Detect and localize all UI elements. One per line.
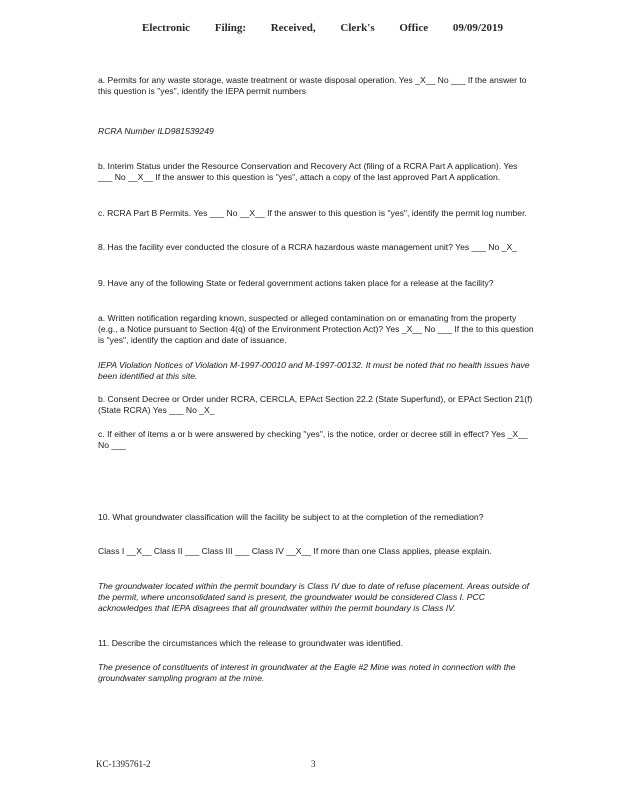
header-word: Filing: <box>214 22 246 34</box>
header-word: Clerk's <box>340 22 375 34</box>
iepa-violation-note: IEPA Violation Notices of Violation M-1997-00010 and M-1997-00132. It must be noted that no health issues have been identified at this site. <box>98 360 530 382</box>
item-9b-consent-decree: b. Consent Decree or Order under RCRA, CERCLA, EPAct Section 22.2 (State Superfund), or EPAct Section 21(f) (State RCRA) Yes ___ No _X_ <box>98 394 533 416</box>
filing-stamp-header <box>142 22 525 34</box>
release-circumstances: The presence of constituents of interest in groundwater at the Eagle #2 Mine was noted in connection with the groundwater sampling program at the mine. <box>98 662 516 684</box>
item-7b-interim-status: b. Interim Status under the Resource Conservation and Recovery Act (filing of a RCRA Part A application). Yes ___ No __X__ If the answer to this question is "yes", attach a copy of the last approved Part A application. <box>98 161 518 183</box>
page-number: 3 <box>311 759 316 769</box>
class-selection: Class I __X__ Class II ___ Class III ___ Class IV __X__ If more than one Class applies, please explain. <box>98 546 492 556</box>
document-id: KC-1395761-2 <box>96 759 151 769</box>
question-9: 9. Have any of the following State or federal government actions taken place for a release at the facility? <box>98 278 494 288</box>
question-10: 10. What groundwater classification will the facility be subject to at the completion of the remediation? <box>98 512 484 522</box>
item-7a-permits: a. Permits for any waste storage, waste treatment or waste disposal operation. Yes _X__ No ___ If the answer to this question is "yes", identify the IEPA permit numbers <box>98 75 527 97</box>
header-date: 09/09/2019 <box>452 22 503 34</box>
header-word: Office <box>399 22 429 34</box>
item-7c-part-b: c. RCRA Part B Permits. Yes ___ No __X__ If the answer to this question is "yes", identify the permit log number. <box>98 208 527 218</box>
groundwater-explanation: The groundwater located within the permit boundary is Class IV due to date of refuse placement. Areas outside of the permit, where unconsolidated sand is present, the groundwater would be considered Class I. PCC acknowledges that IEPA disagrees that all groundwater within the permit boundary is Class IV. <box>98 581 530 614</box>
item-9a-notification: a. Written notification regarding known, suspected or alleged contamination on or emanating from the property (e.g., a Notice pursuant to Section 4(q) of the Environment Protection Act)? Yes _X__ No ___ If the to this question is "yes", identify the caption and date of issuance. <box>98 313 534 346</box>
rcra-number: RCRA Number ILD981539249 <box>98 126 214 136</box>
question-8: 8. Has the facility ever conducted the closure of a RCRA hazardous waste management unit? Yes ___ No _X_ <box>98 242 517 252</box>
item-9c-still-in-effect: c. If either of items a or b were answered by checking "yes", is the notice, order or decree still in effect? Yes _X__ No ___ <box>98 429 528 451</box>
question-11: 11. Describe the circumstances which the release to groundwater was identified. <box>98 638 404 648</box>
header-word: Received, <box>270 22 316 34</box>
header-word: Electronic <box>142 22 191 34</box>
